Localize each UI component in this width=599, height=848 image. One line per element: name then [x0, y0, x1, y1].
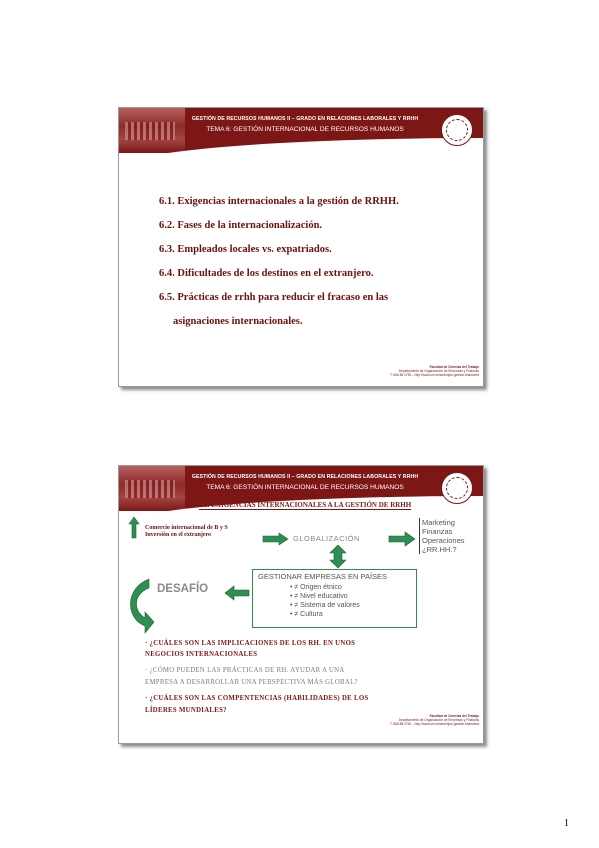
- question-2-line-1: · ¿CÓMO PUEDEN LAS PRÁCTICAS DE RH. AYUDAR A UNA: [145, 667, 345, 674]
- course-title: GESTIÓN DE RECURSOS HUMANOS II – GRADO EN RELACIONES LABORALES Y RRHH: [191, 116, 419, 122]
- page-number: 1: [564, 818, 569, 829]
- difference-item: • ≠ Origen étnico: [290, 584, 342, 591]
- slide-2: [118, 465, 484, 744]
- question-3-line-1: · ¿CUÁLES SON LAS COMPENTENCIAS (HABILIDADES) DE LOS: [145, 695, 369, 702]
- toc-item: 6.1. Exigencias internacionales a la gestión de RRHH.: [159, 196, 399, 207]
- university-seal-icon: [441, 114, 473, 146]
- building-photo: [119, 108, 185, 153]
- function-item: ¿RR.HH.?: [422, 545, 457, 554]
- question-3-line-2: LÍDERES MUNDIALES?: [145, 707, 227, 714]
- section-title: 6.1. EXIGENCIAS INTERNACIONALES A LA GESTIÓN DE RRHH: [199, 501, 412, 509]
- question-2-line-2: EMPRESA A DESARROLLAR UNA PERSPECTIVA MÁS GLOBAL?: [145, 679, 358, 686]
- toc-item: 6.3. Empleados locales vs. expatriados.: [159, 244, 332, 255]
- footer-contact: T: 868 88 3750 – http://www.um.es/web/dpto-gestion-financiera: [390, 373, 479, 377]
- question-1-line-1: · ¿CUÁLES SON LAS IMPLICACIONES DE LOS RH. EN UNOS: [145, 640, 356, 647]
- right-arrow-icon: [263, 533, 288, 545]
- double-arrow-icon: [330, 545, 346, 568]
- difference-item: • ≠ Nivel educativo: [290, 593, 348, 600]
- toc-item: 6.4. Dificultades de los destinos en el extranjero.: [159, 268, 374, 279]
- commerce-line: Comercio internacional de B y S: [145, 525, 228, 531]
- question-1-line-2: NEGOCIOS INTERNACIONALES: [145, 651, 258, 658]
- function-item: Finanzas: [422, 527, 453, 536]
- difference-item: • ≠ Cultura: [290, 611, 323, 618]
- difference-item: • ≠ Sistema de valores: [290, 602, 360, 609]
- header-band: [119, 108, 483, 153]
- toc-item-continued: asignaciones internacionales.: [173, 316, 303, 327]
- curved-arrow-icon: [130, 579, 154, 633]
- manage-companies-box: [252, 569, 417, 628]
- slide-footer: [390, 714, 479, 726]
- slide-1: [118, 107, 484, 387]
- slide-footer: [390, 365, 479, 377]
- box-title: GESTIONAR EMPRESAS EN PAÍSES: [258, 572, 388, 581]
- toc-item: 6.5. Prácticas de rrhh para reducir el fracaso en las: [159, 292, 389, 303]
- commerce-text: [145, 525, 228, 539]
- footer-department: Departamento de Organización de Empresas y Finanzas: [398, 369, 479, 373]
- table-of-contents: [159, 190, 399, 334]
- course-title: GESTIÓN DE RECURSOS HUMANOS II – GRADO EN RELACIONES LABORALES Y RRHH: [191, 474, 419, 480]
- challenge-label: DESAFÍO: [157, 583, 209, 595]
- functions-list: [419, 518, 465, 554]
- footer-faculty: Facultad de Ciencias del Trabajo: [429, 365, 479, 369]
- footer-department: Departamento de Organización de Empresas y Finanzas: [398, 718, 479, 722]
- toc-item: 6.2. Fases de la internacionalización.: [159, 220, 323, 231]
- topic-title: TEMA 6: GESTIÓN INTERNACIONAL DE RECURSOS HUMANOS: [206, 484, 404, 491]
- investment-line: Inversión en el extranjero: [145, 532, 212, 538]
- left-arrow-icon: [225, 586, 249, 600]
- function-item: Marketing: [422, 518, 455, 527]
- footer-faculty: Facultad de Ciencias del Trabajo: [429, 714, 479, 718]
- topic-title: TEMA 6: GESTIÓN INTERNACIONAL DE RECURSOS HUMANOS: [206, 126, 404, 133]
- footer-contact: T: 868 88 3750 – http://www.um.es/web/dpto-gestion-financiera: [390, 722, 479, 726]
- difference-list: [290, 583, 360, 619]
- right-arrow-icon: [389, 532, 415, 546]
- globalization-label: GLOBALIZACIÓN: [293, 534, 360, 543]
- up-arrow-icon: [129, 517, 139, 538]
- function-item: Operaciones: [422, 536, 465, 545]
